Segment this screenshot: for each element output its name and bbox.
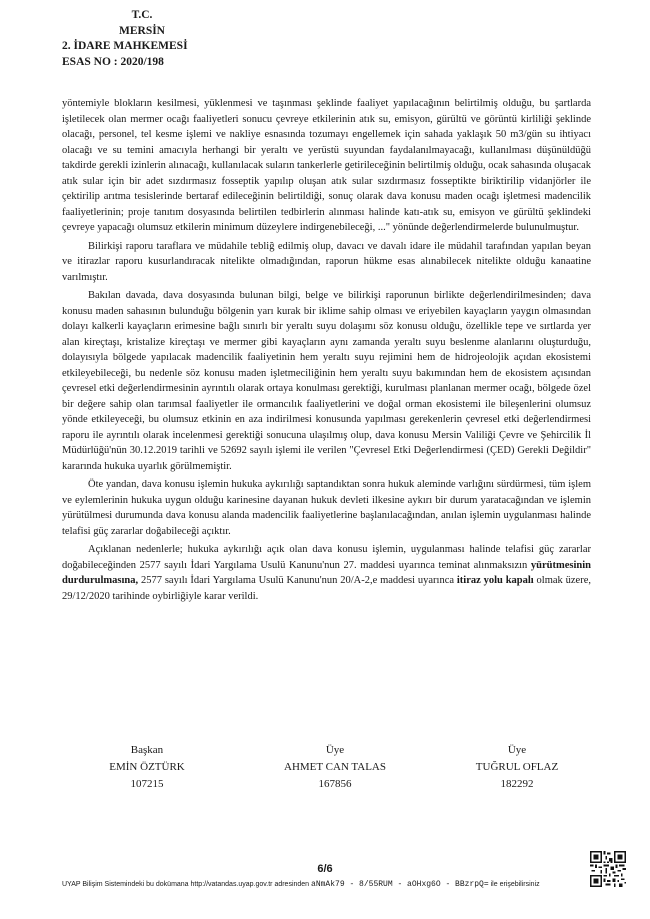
paragraph-1: yöntemiyle blokların kesilmesi, yüklenmesi ve taşınması şeklinde faaliyet yapılacağının belirtilmiş olduğu, bu şartlarda işletilecek olan mermer ocağı faaliyetleri sonucu çevreye etkilerinin atık su, emisyon, gürültü ve görüntü kirliliği şeklinde olacağı, personel, tel kesme işlemi ve nakliye esnasında tozumayı engellemek için sahada yaklaşık 50 m3/gün su ihtiyacı olacağı ve su temini amacıyla herhangi bir yeraltı ve yerüstü suyundan faydalanılmayacağı, kullanılması düşünüldüğü takdirde gerekli izinlerin alınacağı, kullanılacak suların tankerlerle getirileceğinin belirtilmiş olduğu, ocak sahasında oluşacak atık sular için bir adet sızdırmasız fosseptik yapılıp oluşan atık sular sızdırmasız fosseptikte biriktirilip vidanjörler ile çektirilip arıtma tesislerinde bertaraf edileceğinin belirtildiği, sonuç olarak dava konusu maden ocağı işletmesi madencilik faaliyetlerinin; proje tanıtım dosyasında belirtilen tedbirlerin alınması halinde katı-atık su, emisyon ve gürültü şeklindeki çevreye yapacağı olumsuz etkilerin minimum düzeylere indirgenebileceği, ..." yönünde değerlendirmelerde bulunulmuştur. <box>62 98 591 233</box>
signature-role: Başkan <box>130 744 164 756</box>
signature-name: TUĞRUL OFLAZ <box>475 761 559 773</box>
final-text-2: 2577 sayılı İdari Yargılama Usulü Kanunu'nun 20/A-2,e maddesi uyarınca <box>138 575 457 586</box>
signature-role: Üye <box>507 744 527 756</box>
signature-name: AHMET CAN TALAS <box>284 761 386 773</box>
paragraph-4: Öte yandan, dava konusu işlemin hukuka aykırılığı saptandıktan sonra hukuk aleminde varlığını sürdürmesi, tüm işlem ve eylemlerinin hukuka uygun olduğu karinesine dayanan hukuk devleti ilkesine aykırı bir durum yaratacağından ve işlemin yürütülmesi durumunda dava konusu alanda madencilik faaliyetlerine başlanılacağından, anılan işlemin uygulanması halinde telafisi güç zararlar doğabileceği açıktır. <box>62 479 591 537</box>
court-name: 2. İDARE MAHKEMESİ <box>62 40 188 52</box>
final-text-1: Açıklanan nedenlerle; hukuka aykırılığı açık olan dava konusu işlemin, uygulanması halinde telafisi güç zararlar doğabileceğinden 2577 sayılı İdari Yargılama Usulü Kanunu'nun 27. maddesi uyarınca teminat alınmaksızın <box>62 544 591 571</box>
signature-president <box>72 742 222 793</box>
decision-body <box>62 96 591 607</box>
signature-id: 167856 <box>318 778 352 790</box>
final-text-3: olmak üzere, 29/12/2020 tarihinde oybirliğiyle karar verildi. <box>62 575 591 602</box>
case-number: ESAS NO : 2020/198 <box>62 55 164 68</box>
city-label: MERSİN <box>118 24 165 37</box>
final-paragraph <box>62 542 591 604</box>
qr-code-icon <box>590 851 626 887</box>
verification-code: aNmAk79 - 8/55RUM - aOHxg6O - BBzrpQ= <box>311 880 489 889</box>
signature-member-1 <box>260 742 410 793</box>
tc-label: T.C. <box>131 9 153 21</box>
footer-text: UYAP Bilişim Sistemindeki bu dokümana http://vatandas.uyap.gov.tr adresinden <box>62 881 312 888</box>
document-header <box>62 8 222 70</box>
page-number: 6/6 <box>317 863 333 875</box>
signature-id: 182292 <box>500 778 534 790</box>
signature-name: EMİN ÖZTÜRK <box>109 761 185 773</box>
final-bold-1: yürütmesinin durdurulmasına, <box>62 559 591 586</box>
paragraph-3: Bakılan davada, dava dosyasında bulunan bilgi, belge ve bilirkişi raporunun birlikte değerlendirilmesinden; dava konusu maden sahasının bulunduğu bölgenin yarı kurak bir iklime sahip olması ve eriyebilen kayaçların yaygın olmasından dolayı kalkerli kayaçların erimesine bağlı sınırlı bir yeraltı suyu dolaşımı söz konusu olduğu, özellikle tepe ve sırtlarda yer alan kireçtaşı, kristalize kireçtaşı ve mermer gibi kayaçların aynı zamanda yeraltı suyu beslenme alanlarını oluşturduğu, dolayısıyla bölgede yapılacak madencilik faaliyetinin hem yeraltı suyu rejimini hem de hidrojeolojik açıdan ekosistemi etkileyebileceği, bu nedenle söz konusu maden işletmeciliğinin hem yeraltı suyu bakımından hem de ekosistem açısından çevresel etki değerlendirmesinin ayrıntılı olarak ortaya konulması gerektiği, kurulması planlanan mermer ocağı, bölgede özel bir değere sahip olan tarımsal faaliyetler ile ormancılık faaliyetlerini ve doğal orman ekosistemi ile bileşenlerini olumsuz yönde etkileyeceği, bu olumsuz etkinin en aza indirilmesi konusunda yapılması gerekenlerin çevresel etki değerlendirmesi raporu ile ayrıntılı olarak incelenmesi gerektiği sonucuna ulaşılmış olup, dava konusu Mersin Valiliği Çevre ve Şehircilik İl Müdürlüğü'nün 30.12.2019 tarihli ve 52692 sayılı işlemi ile verilen "Çevresel Etki Değerlendirmesi (ÇED) Gerekli Değildir" kararında hukuka uyarlık görülmemiştir. <box>62 290 591 472</box>
footer-suffix: ile erişebilirsiniz <box>488 881 540 888</box>
paragraph-2: Bilirkişi raporu taraflara ve müdahile tebliğ edilmiş olup, davacı ve davalı idare ile müdahil tarafından yapılan beyan ve itirazlar raporu kusurlandıracak nitelikte olmadığından, raporun hükme esas alınabilecek nitelikte olduğu kanaatine varılmıştır. <box>62 240 591 283</box>
signature-role: Üye <box>325 744 345 756</box>
footer-note <box>62 880 540 889</box>
final-bold-2: itiraz yolu kapalı <box>456 575 534 586</box>
signature-block <box>60 742 590 802</box>
signature-id: 107215 <box>130 778 164 790</box>
signature-member-2 <box>442 742 592 793</box>
